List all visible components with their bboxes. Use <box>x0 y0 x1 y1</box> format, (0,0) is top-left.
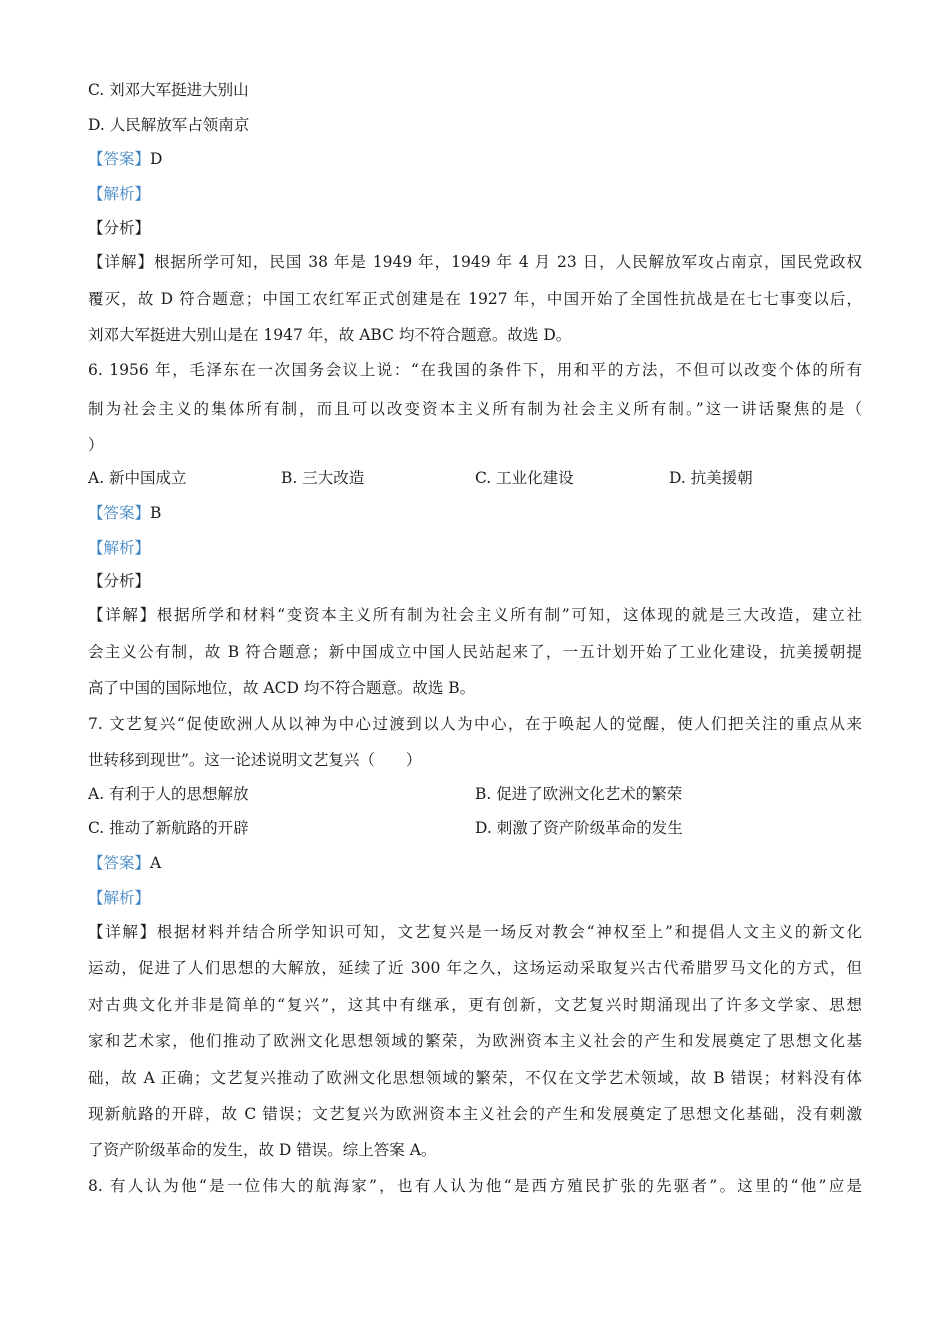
q6-option-c: C. 工业化建设 <box>475 469 574 487</box>
q7-answer <box>88 853 161 873</box>
q7-stem-line: 世转移到现世”。这一论述说明文艺复兴（ ） <box>88 751 422 769</box>
q7-detail-line: 对古典文化并非是简单的“复兴”，这其中有继承，更有创新，文艺复兴时期涌现出了许多文学家、思想 <box>88 996 862 1014</box>
q7-option-c: C. 推动了新航路的开辟 <box>88 819 249 837</box>
q6-detail-line <box>88 605 862 625</box>
q8-stem-line: 8. 有人认为他“是一位伟大的航海家”，也有人认为他“是西方殖民扩张的先驱者”。这里的“他”应是 <box>88 1177 862 1195</box>
q7-detail-line: 家和艺术家，他们推动了欧洲文化思想领域的繁荣，为欧洲资本主义社会的产生和发展奠定了思想文化基 <box>88 1032 862 1050</box>
q5-analysis-tag: 【解析】 <box>88 185 151 203</box>
q5-detail-line <box>88 252 862 272</box>
q5-detail-line: 覆灭，故 D 符合题意；中国工农红军正式创建是在 1927 年，中国开始了全国性抗战是在七七事变以后， <box>88 290 862 308</box>
q6-option-d: D. 抗美援朝 <box>669 469 753 487</box>
q5-option-d: D. 人民解放军占领南京 <box>88 116 250 134</box>
q7-option-a: A. 有利于人的思想解放 <box>88 785 249 803</box>
q6-stem-line: 制为社会主义的集体所有制，而且可以改变资本主义所有制为社会主义所有制。”这一讲话聚焦的是（ <box>88 400 862 418</box>
q7-analysis-tag: 【解析】 <box>88 889 151 907</box>
q7-detail-line: 础，故 A 正确；文艺复兴推动了欧洲文化思想领域的繁荣，不仅在文学艺术领域，故 B 错误；材料没有体 <box>88 1069 862 1087</box>
q5-answer <box>88 149 162 169</box>
answer-value: D <box>150 150 163 168</box>
q6-option-b: B. 三大改造 <box>281 469 365 487</box>
q7-detail-line: 了资产阶级革命的发生，故 D 错误。综上答案 A。 <box>88 1141 437 1159</box>
q7-option-d: D. 刺激了资产阶级革命的发生 <box>475 819 683 837</box>
q6-option-a: A. 新中国成立 <box>88 469 187 487</box>
detail-tag: 【详解】 <box>88 253 154 271</box>
q7-detail-line: 运动，促进了人们思想的大解放，延续了近 300 年之久，这场运动采取复兴古代希腊罗马文化的方式，但 <box>88 959 862 977</box>
q6-fenxi-tag: 【分析】 <box>88 572 151 590</box>
q6-stem-line: ） <box>88 436 104 454</box>
detail-text: 根据材料并结合所学知识可知，文艺复兴是一场反对教会“神权至上”和提倡人文主义的新文化 <box>156 923 862 941</box>
q7-stem-line: 7. 文艺复兴“促使欧洲人从以神为中心过渡到以人为中心，在于唤起人的觉醒，使人们把关注的重点从来 <box>88 715 862 733</box>
detail-tag: 【详解】 <box>88 923 157 941</box>
answer-tag: 【答案】 <box>88 150 151 168</box>
answer-tag: 【答案】 <box>88 504 151 522</box>
q7-detail-line <box>88 922 862 942</box>
q7-detail-line: 现新航路的开辟，故 C 错误；文艺复兴为欧洲资本主义社会的产生和发展奠定了思想文化基础，没有刺激 <box>88 1105 862 1123</box>
answer-tag: 【答案】 <box>88 854 151 872</box>
detail-text: 根据所学和材料“变资本主义所有制为社会主义所有制”可知，这体现的就是三大改造，建立社 <box>156 606 862 624</box>
answer-value: A <box>150 854 162 872</box>
detail-tag: 【详解】 <box>88 606 157 624</box>
q6-analysis-tag: 【解析】 <box>88 539 151 557</box>
detail-text: 根据所学可知，民国 38 年是 1949 年，1949 年 4 月 23 日，人民解放军攻占南京，国民党政权 <box>153 253 862 271</box>
q5-fenxi-tag: 【分析】 <box>88 219 151 237</box>
q6-detail-line: 高了中国的国际地位，故 ACD 均不符合题意。故选 B。 <box>88 679 476 697</box>
q5-option-c: C. 刘邓大军挺进大别山 <box>88 81 249 99</box>
q6-answer <box>88 503 161 523</box>
q5-detail-line: 刘邓大军挺进大别山是在 1947 年，故 ABC 均不符合题意。故选 D。 <box>88 326 572 344</box>
q6-detail-line: 会主义公有制，故 B 符合题意；新中国成立中国人民站起来了，一五计划开始了工业化建设，抗美援朝提 <box>88 643 862 661</box>
answer-value: B <box>150 504 162 522</box>
q6-stem-line: 6. 1956 年，毛泽东在一次国务会议上说：“在我国的条件下，用和平的方法，不但可以改变个体的所有 <box>88 361 862 379</box>
q7-option-b: B. 促进了欧洲文化艺术的繁荣 <box>475 785 683 803</box>
